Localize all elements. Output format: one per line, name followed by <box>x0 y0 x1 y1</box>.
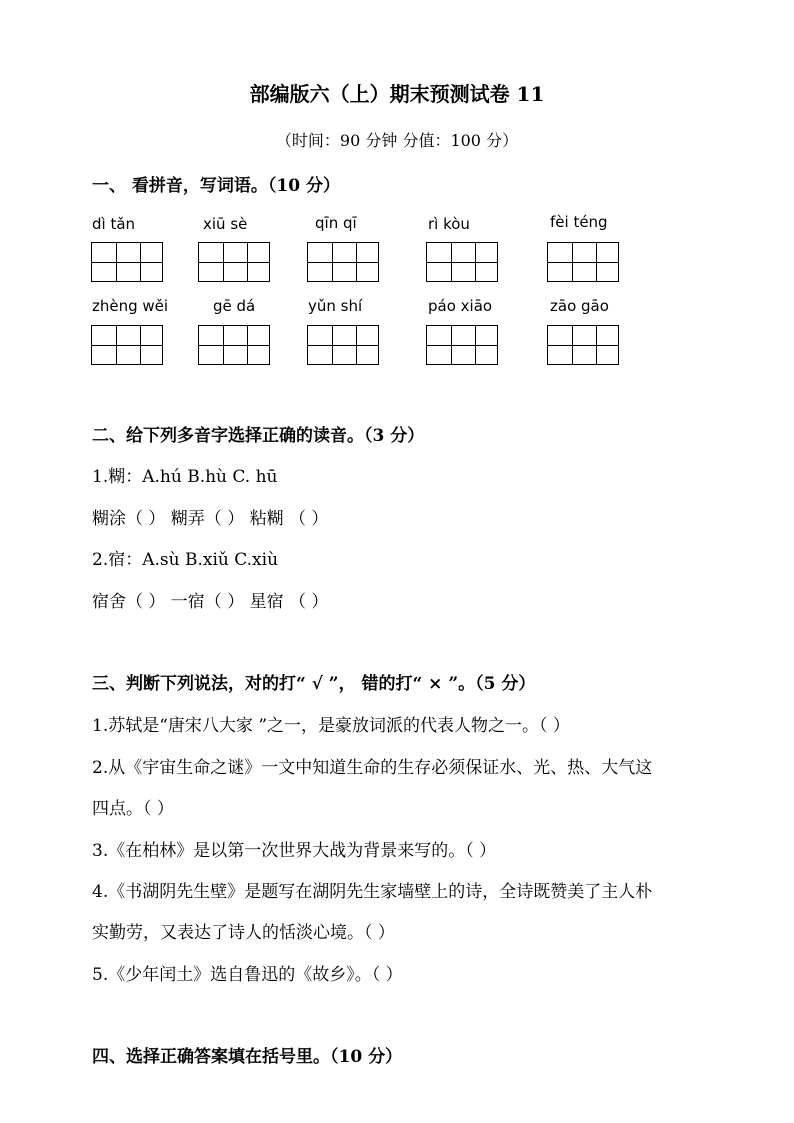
statement-line: 3.《在柏林》是以第一次世界大战为背景来写的。（ ） <box>92 841 497 861</box>
writing-box[interactable] <box>547 325 619 365</box>
question-options: 2.宿：A.sù B.xiǔ C.xiù <box>92 550 279 570</box>
pinyin-label: gē dá <box>213 297 256 315</box>
page-title: 部编版六（上）期末预测试卷 11 <box>249 82 545 106</box>
question-options: 1.糊：A.hú B.hù C. hū <box>92 467 278 487</box>
pinyin-label: páo xiāo <box>428 297 493 315</box>
pinyin-label: fèi téng <box>550 213 608 231</box>
section2-heading: 二、给下列多音字选择正确的读音。（3 分） <box>92 426 425 446</box>
writing-box[interactable] <box>91 242 163 282</box>
writing-box[interactable] <box>307 242 379 282</box>
section1-heading: 一、 看拼音，写词语。（10 分） <box>92 176 340 196</box>
writing-box[interactable] <box>91 325 163 365</box>
statement-line: 2.从《宇宙生命之谜》一文中知道生命的生存必须保证水、光、热、大气这 <box>92 758 653 778</box>
pinyin-label: zāo gāo <box>550 297 609 315</box>
statement-line: 四点。（ ） <box>92 799 174 819</box>
statement-line: 4.《书湖阴先生壁》是题写在湖阴先生家墙壁上的诗，全诗既赞美了主人朴 <box>92 882 653 902</box>
writing-box[interactable] <box>426 325 498 365</box>
pinyin-label: qīn qī <box>315 214 357 232</box>
writing-box[interactable] <box>547 242 619 282</box>
pinyin-label: yǔn shí <box>308 297 363 315</box>
writing-box[interactable] <box>198 325 270 365</box>
statement-line: 5.《少年闰土》选自鲁迅的《故乡》。（ ） <box>92 965 403 985</box>
section4-heading: 四、选择正确答案填在括号里。（10 分） <box>92 1047 403 1067</box>
statement-line: 1.苏轼是“唐宋八大家 ”之一，是豪放词派的代表人物之一。（ ） <box>92 716 570 736</box>
answer-blanks: 糊涂（ ） 糊弄（ ） 粘糊 （ ） <box>92 509 329 529</box>
answer-blanks: 宿舍（ ） 一宿（ ） 星宿 （ ） <box>92 592 329 612</box>
writing-box[interactable] <box>307 325 379 365</box>
statement-line: 实勤劳，又表达了诗人的恬淡心境。（ ） <box>92 923 395 943</box>
writing-box[interactable] <box>426 242 498 282</box>
exam-info: （时间：90 分钟 分值：100 分） <box>275 131 519 150</box>
pinyin-label: dì tǎn <box>92 215 136 233</box>
writing-box[interactable] <box>198 242 270 282</box>
pinyin-label: zhèng wěi <box>92 297 169 315</box>
pinyin-label: rì kòu <box>428 215 470 233</box>
pinyin-label: xiū sè <box>203 215 248 233</box>
section3-heading: 三、判断下列说法，对的打“ √ ”， 错的打“ × ”。（5 分） <box>92 674 536 694</box>
